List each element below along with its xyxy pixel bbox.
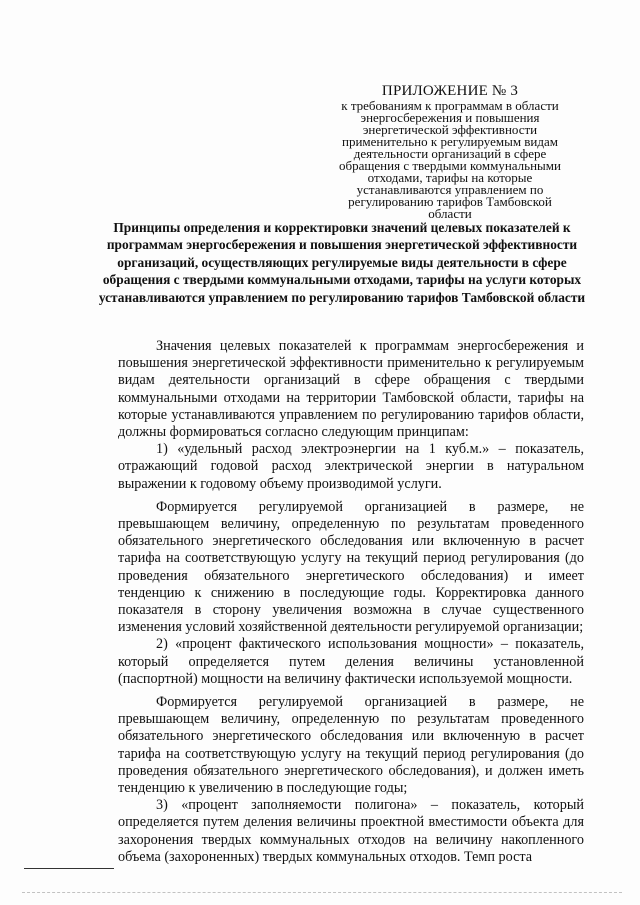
paragraph-item-1-details: Формируется регулируемой организацией в размере, не превышающем величину, определенную по результатам проведенного обязательного энергетического обследования или включенную в расчет тарифа на соответствующую услугу на текущий период регулирования (до проведения обязательного энергетического обследования) и имеет тенденцию к снижению в последующие годы. Корректировка данного показателя в сторону увеличения возможна в случае существенного изменения условий хозяйственной деятельности регулируемой организации; (118, 498, 584, 636)
appendix-block (300, 83, 600, 220)
appendix-line: области (428, 206, 472, 221)
appendix-line: деятельности организаций в сфере (353, 146, 547, 161)
appendix-line: отходами, тарифы на которые (367, 170, 533, 185)
appendix-line: энергетической эффективности (362, 122, 538, 137)
appendix-line: энергосбережения и повышения (360, 110, 540, 125)
appendix-line: применительно к регулируемым видам (341, 134, 558, 149)
appendix-line: регулированию тарифов Тамбовской (348, 194, 552, 209)
footer-rule (24, 868, 114, 869)
paragraph-intro: Значения целевых показателей к программам энергосбережения и повышения энергетической эффективности применительно к регулируемым видам деятельности организаций в сфере обращения с твердыми коммунальными отходами на территории Тамбовской области, тарифы на которые устанавливаются управлением по регулированию тарифов области, должны формироваться согласно следующим принципам: (118, 338, 584, 441)
appendix-line: устанавливаются управлением по (356, 182, 544, 197)
appendix-title: ПРИЛОЖЕНИЕ № 3 (381, 83, 519, 99)
paragraph-item-2: 2) «процент фактического использования мощности» – показатель, который определяется путем деления величины установленной (паспортной) мощности на величину фактически используемой мощности. (118, 636, 584, 687)
document-heading: Принципы определения и корректировки значений целевых показателей к программам энергосбережения и повышения энергетической эффективности организаций, осуществляющих регулируемые виды деятельности в сфере обращения с твердыми коммунальными отходами, тарифы на услуги которых устанавливаются управлением по регулированию тарифов Тамбовской области (98, 220, 586, 305)
paragraph-item-3: 3) «процент заполняемости полигона» – показатель, который определяется путем деления величины проектной вместимости объекта для захоронения твердых коммунальных отходов на величину накопленного объема (захороненных) твердых коммунальных отходов. Темп роста (118, 797, 584, 865)
appendix-line: обращения с твердыми коммунальными (339, 158, 561, 173)
paragraph-item-1: 1) «удельный расход электроэнергии на 1 куб.м.» – показатель, отражающий годовой расход электрической энергии в натуральном выражении к годовому объему производимой услуги. (118, 441, 584, 492)
appendix-line: к требованиям к программам в области (341, 98, 559, 113)
document-body (118, 338, 584, 866)
scan-edge-marks (22, 892, 622, 899)
paragraph-item-2-details: Формируется регулируемой организацией в размере, не превышающем величину, определенную по результатам проведенного обязательного энергетического обследования или включенную в расчет тарифа на соответствующую услугу на текущий период регулирования (до проведения обязательного энергетического обследования), и должен иметь тенденцию к увеличению в последующие годы; (118, 694, 584, 797)
